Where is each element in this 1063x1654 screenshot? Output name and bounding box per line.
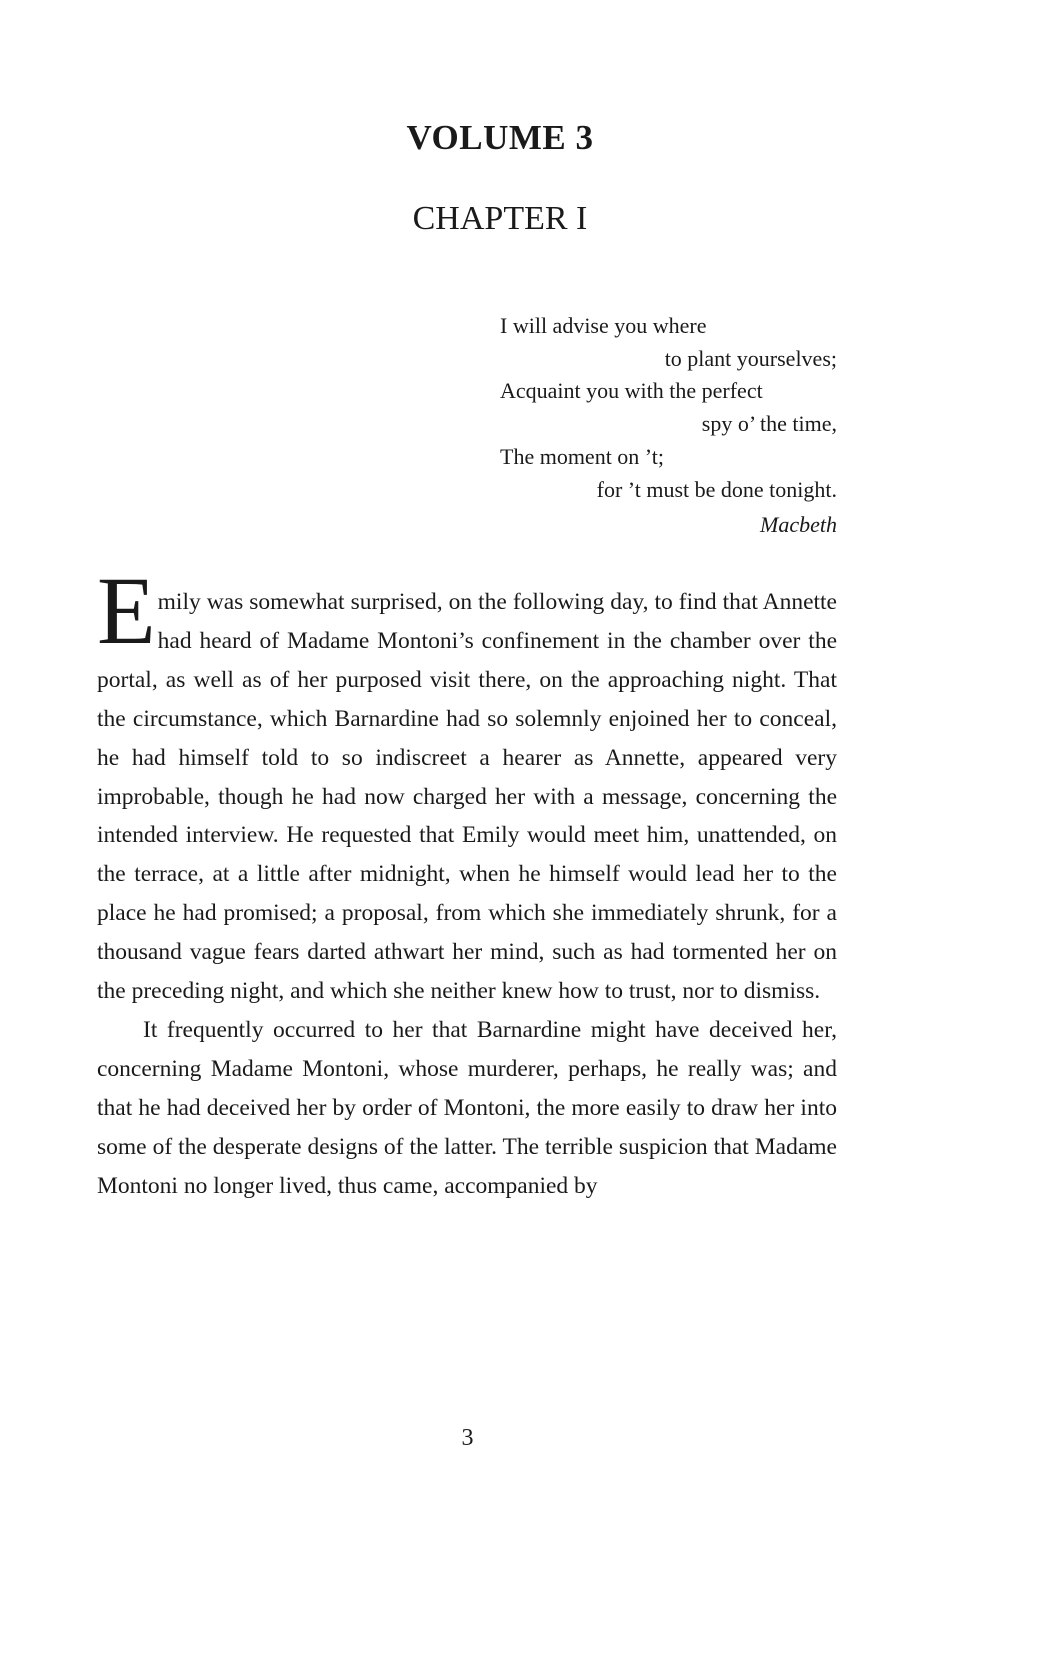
epigraph-line: I will advise you where [500,313,707,338]
epigraph [500,310,837,542]
page-number: 3 [461,1425,474,1451]
paragraph-text: It frequently occurred to her that Barnardine might have deceived her, concerning Madame Montoni, whose murderer, perhaps, he really was; and that he had deceived her by order of Montoni, the more easily to draw her into some of the desperate designs of the latter. The terrible suspicion that Madame Montoni no longer lived, thus came, accompanied by [97,1016,837,1199]
paragraph [97,1011,837,1206]
epigraph-line: The moment on ’t; [500,443,664,469]
body-text [97,557,837,1206]
paragraph [97,557,837,1011]
epigraph-line: spy o’ the time, [701,411,837,437]
chapter-title: CHAPTER I [412,200,588,237]
epigraph-attribution: Macbeth [760,512,837,538]
epigraph-line: to plant yourselves; [664,345,837,371]
drop-cap: E [97,557,156,664]
epigraph-line: for ’t must be done tonight. [596,476,837,502]
epigraph-line: Acquaint you with the perfect [500,378,763,404]
volume-title: VOLUME 3 [406,118,594,157]
paragraph-text: mily was somewhat surprised, on the following day, to find that Annette had heard of Madame Montoni’s confinement in the chamber over the portal, as well as of her purposed visit there, on the approaching night. That the circumstance, which Barnardine had so solemnly enjoined her to conceal, he had himself told to so indiscreet a hearer as Annette, appeared very improbable, though he had now charged her with a message, concerning the intended interview. He requested that Emily would meet him, unattended, on the terrace, at a little after midnight, when he himself would lead her to the place he had promised; a proposal, from which she immediately shrunk, for a thousand vague fears darted athwart her mind, such as had tormented her on the preceding night, and which she neither knew how to trust, nor to dismiss. [97,589,837,1005]
